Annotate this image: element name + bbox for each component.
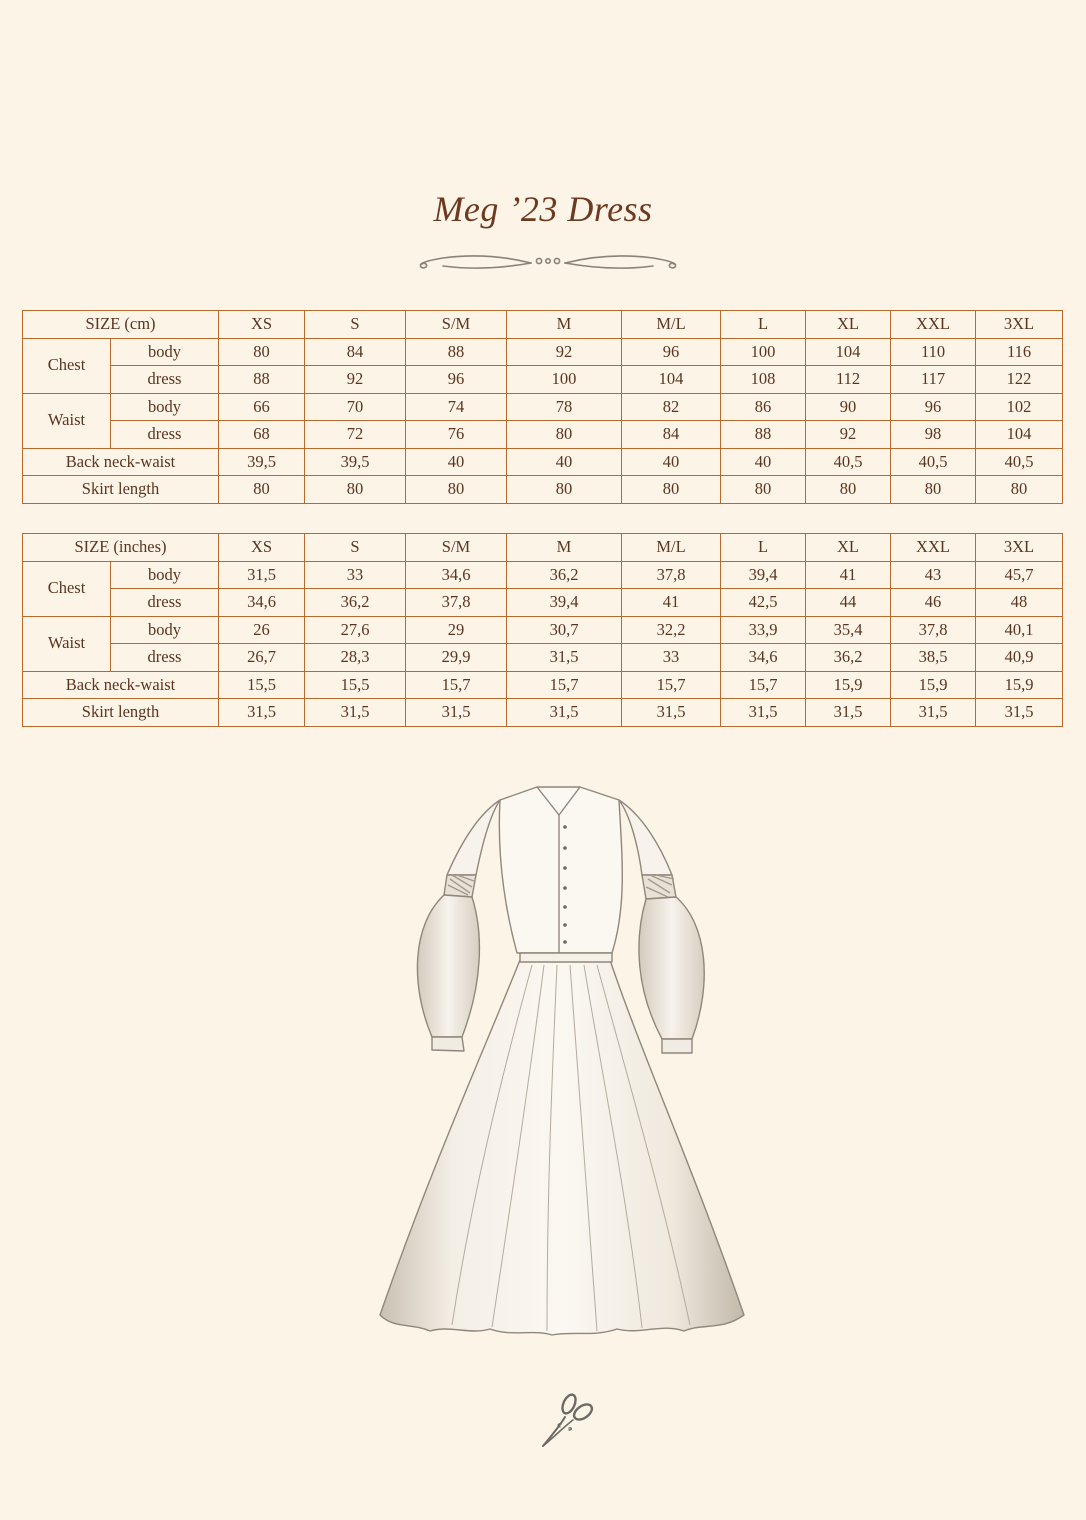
back-neck-waist-label: Back neck-waist [23,448,219,476]
cell: 31,5 [219,699,305,727]
cell: 33,9 [721,616,806,644]
cell: 86 [721,393,806,421]
size-col: S [305,534,406,562]
cell: 80 [507,476,622,504]
cell: 70 [305,393,406,421]
cell: 80 [219,476,305,504]
size-col: S/M [406,534,507,562]
size-col: M [507,534,622,562]
size-col: M [507,311,622,339]
cell: 33 [305,561,406,589]
cell: 34,6 [406,561,507,589]
cell: 100 [507,366,622,394]
waist-body-row [23,616,1063,644]
cell: 44 [806,589,891,617]
cell: 15,9 [976,671,1063,699]
cell: 15,9 [806,671,891,699]
cell: 28,3 [305,644,406,672]
cell: 37,8 [891,616,976,644]
size-col: M/L [622,311,721,339]
cell: 31,5 [305,699,406,727]
cell: 40 [721,448,806,476]
cell: 40,5 [891,448,976,476]
cell: 36,2 [305,589,406,617]
dress-label: dress [111,366,219,394]
cell: 40,5 [806,448,891,476]
cell: 36,2 [507,561,622,589]
cell: 45,7 [976,561,1063,589]
cell: 76 [406,421,507,449]
back-neck-waist-label: Back neck-waist [23,671,219,699]
cell: 80 [507,421,622,449]
cell: 40,5 [976,448,1063,476]
cell: 92 [507,338,622,366]
cell: 43 [891,561,976,589]
dress-label: dress [111,589,219,617]
skirt-length-row [23,476,1063,504]
cell: 96 [891,393,976,421]
cell: 40,9 [976,644,1063,672]
cell: 104 [622,366,721,394]
header-row [23,534,1063,562]
cell: 88 [219,366,305,394]
cell: 31,5 [507,644,622,672]
size-col: L [721,534,806,562]
cell: 38,5 [891,644,976,672]
size-col: 3XL [976,534,1063,562]
waist-body-row [23,393,1063,421]
chest-label: Chest [23,561,111,616]
cell: 110 [891,338,976,366]
cell: 80 [891,476,976,504]
cell: 41 [622,589,721,617]
cell: 80 [219,338,305,366]
body-label: body [111,393,219,421]
body-label: body [111,616,219,644]
cell: 96 [622,338,721,366]
chest-body-row [23,338,1063,366]
cell: 80 [721,476,806,504]
cell: 30,7 [507,616,622,644]
cell: 31,5 [507,699,622,727]
waist-dress-row [23,644,1063,672]
dress-label: dress [111,644,219,672]
back-neck-waist-row [23,671,1063,699]
cell: 92 [806,421,891,449]
size-col: S [305,311,406,339]
cell: 26 [219,616,305,644]
cell: 104 [806,338,891,366]
cell: 26,7 [219,644,305,672]
waist-label: Waist [23,393,111,448]
size-header: SIZE (cm) [23,311,219,339]
cell: 31,5 [891,699,976,727]
cell: 41 [806,561,891,589]
cell: 112 [806,366,891,394]
cell: 29 [406,616,507,644]
cell: 40 [622,448,721,476]
cell: 80 [976,476,1063,504]
cell: 31,5 [219,561,305,589]
cell: 27,6 [305,616,406,644]
cell: 31,5 [406,699,507,727]
cell: 37,8 [406,589,507,617]
cell: 29,9 [406,644,507,672]
cell: 117 [891,366,976,394]
scissors-icon [535,1390,599,1450]
dress-label: dress [111,421,219,449]
cell: 100 [721,338,806,366]
cell: 15,7 [507,671,622,699]
cell: 78 [507,393,622,421]
cell: 84 [622,421,721,449]
cell: 80 [305,476,406,504]
cell: 31,5 [806,699,891,727]
cell: 122 [976,366,1063,394]
cell: 34,6 [219,589,305,617]
back-neck-waist-row [23,448,1063,476]
body-label: body [111,338,219,366]
cell: 104 [976,421,1063,449]
size-col: XS [219,311,305,339]
cell: 32,2 [622,616,721,644]
cell: 40 [507,448,622,476]
size-col: XXL [891,534,976,562]
cell: 46 [891,589,976,617]
size-col: XL [806,311,891,339]
cell: 68 [219,421,305,449]
cell: 15,5 [219,671,305,699]
cell: 39,4 [507,589,622,617]
waist-label: Waist [23,616,111,671]
cell: 48 [976,589,1063,617]
size-header: SIZE (inches) [23,534,219,562]
cell: 92 [305,366,406,394]
size-col: L [721,311,806,339]
cell: 80 [622,476,721,504]
cell: 15,9 [891,671,976,699]
cell: 31,5 [721,699,806,727]
dress-sketch-icon [372,775,752,1345]
size-col: XL [806,534,891,562]
cell: 42,5 [721,589,806,617]
cell: 15,7 [721,671,806,699]
cell: 15,7 [622,671,721,699]
ornamental-divider-icon [413,250,683,274]
body-label: body [111,561,219,589]
cell: 84 [305,338,406,366]
page-title: Meg ’23 Dress [433,189,653,229]
cell: 90 [806,393,891,421]
size-col: S/M [406,311,507,339]
cell: 88 [406,338,507,366]
size-col: XS [219,534,305,562]
skirt-length-label: Skirt length [23,699,219,727]
cell: 82 [622,393,721,421]
size-col: 3XL [976,311,1063,339]
cell: 39,5 [305,448,406,476]
chest-label: Chest [23,338,111,393]
cell: 40 [406,448,507,476]
cell: 102 [976,393,1063,421]
cell: 80 [406,476,507,504]
cell: 88 [721,421,806,449]
cell: 33 [622,644,721,672]
cell: 15,5 [305,671,406,699]
cell: 116 [976,338,1063,366]
waist-dress-row [23,421,1063,449]
cell: 108 [721,366,806,394]
cell: 98 [891,421,976,449]
cell: 31,5 [622,699,721,727]
cell: 35,4 [806,616,891,644]
cell: 40,1 [976,616,1063,644]
cell: 74 [406,393,507,421]
skirt-length-row [23,699,1063,727]
skirt-length-label: Skirt length [23,476,219,504]
chest-dress-row [23,589,1063,617]
cell: 34,6 [721,644,806,672]
cell: 37,8 [622,561,721,589]
header-row [23,311,1063,339]
size-table-cm [22,310,1063,504]
cell: 80 [806,476,891,504]
chest-body-row [23,561,1063,589]
cell: 15,7 [406,671,507,699]
size-col: M/L [622,534,721,562]
size-col: XXL [891,311,976,339]
cell: 72 [305,421,406,449]
size-table-inches [22,533,1063,727]
cell: 36,2 [806,644,891,672]
chest-dress-row [23,366,1063,394]
cell: 39,4 [721,561,806,589]
cell: 31,5 [976,699,1063,727]
cell: 39,5 [219,448,305,476]
cell: 96 [406,366,507,394]
cell: 66 [219,393,305,421]
